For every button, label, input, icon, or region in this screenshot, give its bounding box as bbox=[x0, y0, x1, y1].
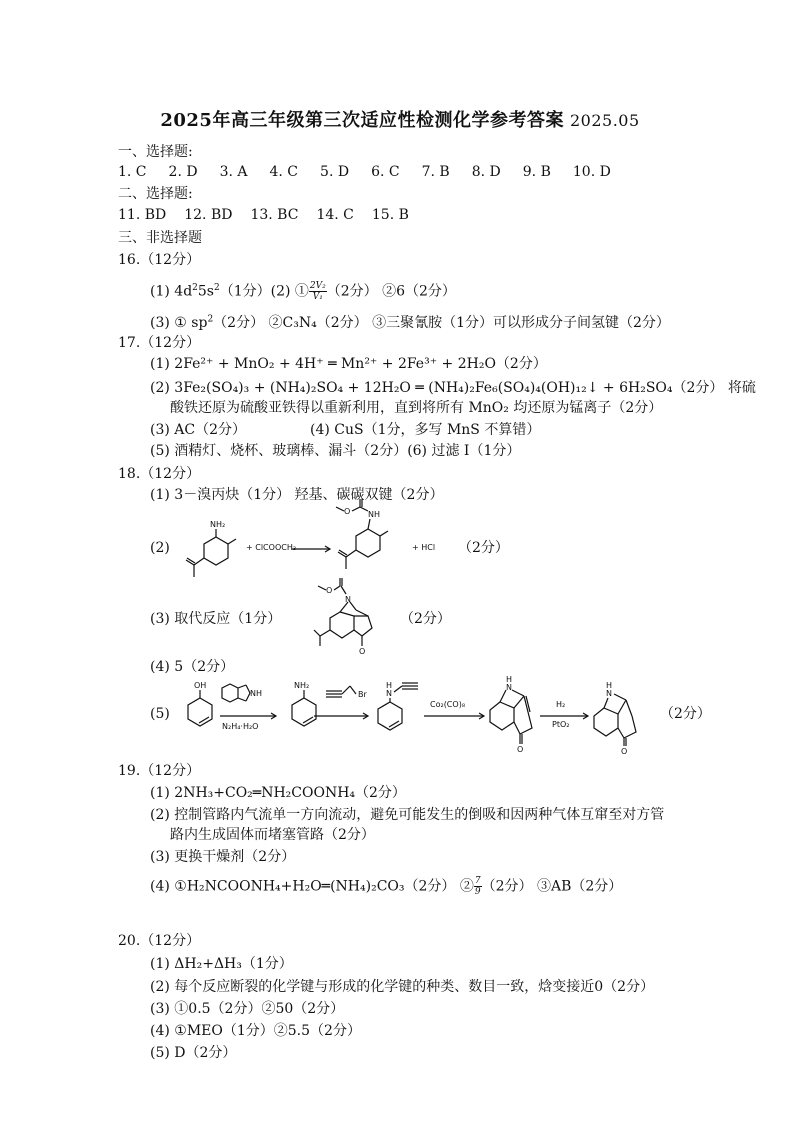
q19-text: （2分） ③AB（2分） bbox=[481, 878, 623, 895]
atom-label: NH₂ bbox=[210, 520, 226, 529]
q18-3-label: (3) 取代反应（1分） bbox=[150, 611, 282, 627]
q20-line-5: (5) D（2分） bbox=[150, 1045, 237, 1061]
cyclohexenylamine-structure bbox=[284, 680, 324, 730]
atom-label: H bbox=[386, 681, 393, 690]
title-text: 2025年高三年级第三次适应性检测化学参考答案 bbox=[160, 110, 564, 131]
q16-text: （1分）(2) ① bbox=[219, 283, 309, 300]
q18-2-score: （2分） bbox=[458, 540, 509, 556]
q16-sup: 2 bbox=[213, 282, 220, 293]
atom-label: N bbox=[506, 683, 512, 692]
q17-line-1: (1) 2Fe²⁺ + MnO₂ + 4H⁺ ═ Mn²⁺ + 2Fe³⁺ + 2H₂O（2分） bbox=[150, 356, 547, 372]
q16-text: 5s bbox=[197, 283, 214, 300]
q18-heading: 18.（12分） bbox=[118, 466, 201, 482]
reaction-arrow bbox=[424, 712, 486, 720]
atom-label: O bbox=[326, 586, 333, 595]
q16-sup: 2 bbox=[207, 314, 214, 325]
reaction-arrow bbox=[220, 712, 278, 720]
q16-line-1 bbox=[150, 281, 456, 302]
mcq-answer: 1. C bbox=[118, 164, 147, 180]
atom-label: O bbox=[344, 507, 351, 516]
reaction-arrow bbox=[292, 545, 332, 553]
q17-line-3: 酸铁还原为硫酸亚铁得以重新利用，直到将所有 MnO₂ 均还原为锰离子（2分） bbox=[170, 400, 663, 416]
q17-heading: 17.（12分） bbox=[118, 335, 201, 351]
mcq-answer: 7. B bbox=[421, 164, 450, 180]
atom-label: O bbox=[517, 745, 524, 754]
q19-line-4: (3) 更换干燥剂（2分） bbox=[150, 849, 296, 865]
mcq-answer: 15. B bbox=[371, 207, 409, 223]
propargylamine-structure bbox=[372, 676, 428, 732]
section-2-heading: 二、选择题: bbox=[118, 186, 193, 202]
q16-text: （2分） ②6（2分） bbox=[326, 283, 456, 300]
reaction-arrow bbox=[540, 712, 590, 720]
q16-text: (3) ① sp bbox=[150, 315, 208, 331]
atom-label: NH bbox=[250, 689, 262, 698]
atom-label: OH bbox=[194, 681, 207, 690]
section-3-heading: 三、非选择题 bbox=[118, 230, 202, 246]
q20-line-4: (4) ①MEO（1分）②5.5（2分） bbox=[150, 1023, 361, 1039]
mcq-answer: 4. C bbox=[269, 164, 299, 180]
amine-reactant-structure bbox=[180, 515, 244, 587]
mcq-answer: 5. D bbox=[320, 164, 350, 180]
mcq-answer: 2. D bbox=[168, 164, 198, 180]
atom-label: NH₂ bbox=[294, 681, 310, 690]
title-date: 2025.05 bbox=[569, 111, 640, 130]
q19-line-3: 路内生成固体而堵塞管路（2分） bbox=[170, 827, 375, 843]
q18-line-1: (1) 3－溴丙炔（1分） 羟基、碳碳双键（2分） bbox=[150, 487, 444, 503]
q17-line-5: (5) 酒精灯、烧杯、玻璃棒、漏斗（2分）(6) 过滤 I（1分） bbox=[150, 443, 521, 459]
q20-line-3: (3) ①0.5（2分）②50（2分） bbox=[150, 1001, 345, 1017]
reaction-arrow bbox=[314, 712, 370, 720]
cyclohexenol-structure bbox=[180, 680, 220, 730]
q19-line-2: (2) 控制管路内气流单一方向流动，避免可能发生的倒吸和因两种气体互窜至对方管 bbox=[150, 807, 665, 823]
atom-label: N bbox=[386, 689, 392, 698]
tricyclic-product-structure bbox=[310, 580, 390, 658]
mcq-answer: 14. C bbox=[316, 207, 354, 223]
section-1-heading: 一、选择题: bbox=[118, 144, 193, 160]
atom-label: O bbox=[359, 647, 366, 656]
atom-label: Br bbox=[358, 690, 367, 699]
q17-line-4a: (3) AC（2分） bbox=[150, 422, 247, 438]
atom-label: N bbox=[345, 595, 351, 604]
q19-fraction bbox=[474, 876, 482, 897]
hydrazine-reagent: N₂H₄·H₂O bbox=[222, 722, 259, 731]
q20-line-1: (1) ΔH₂+ΔH₃（1分） bbox=[150, 956, 293, 972]
atom-label: O bbox=[621, 747, 628, 756]
saturated-tricycle-structure bbox=[592, 676, 652, 756]
q18-4: (4) 5（2分） bbox=[150, 659, 235, 675]
atom-label: NH bbox=[368, 510, 380, 519]
cobalt-carbonyl-reagent: Co₂(CO)₈ bbox=[430, 700, 466, 709]
q16-text: (1) 4d bbox=[150, 283, 193, 300]
mcq-answer: 3. A bbox=[219, 164, 248, 180]
q18-3-score: （2分） bbox=[400, 611, 451, 627]
q17-line-2: (2) 3Fe₂(SO₄)₃ + (NH₄)₂SO₄ + 12H₂O ═ (NH₄)₂Fe₆(SO₄)₄(OH)₁₂↓ + 6H₂SO₄（2分） 将硫 bbox=[150, 380, 756, 396]
enone-tricycle-structure bbox=[486, 672, 546, 754]
fraction-numerator: 7 bbox=[474, 876, 481, 886]
q19-line-1: (1) 2NH₃+CO₂═NH₂COONH₄（2分） bbox=[150, 785, 406, 801]
q19-text: (4) ①H₂NCOONH₄+H₂O═(NH₄)₂CO₃（2分） ② bbox=[150, 878, 474, 895]
hcl-byproduct: + HCl bbox=[412, 543, 436, 552]
fraction-denominator: V₁ bbox=[312, 292, 323, 302]
mcq-answer: 6. C bbox=[371, 164, 400, 180]
q18-2-label: (2) bbox=[150, 540, 170, 556]
q16-text: （2分） ②C₃N₄（2分） ③三聚氰胺（1分）可以形成分子间氢键（2分） bbox=[213, 315, 670, 331]
mcq-answer: 13. BC bbox=[250, 207, 299, 223]
catalyst-reagent: PtO₂ bbox=[552, 720, 570, 729]
page-title bbox=[0, 106, 800, 132]
q19-heading: 19.（12分） bbox=[118, 763, 201, 779]
section-1-answers bbox=[118, 163, 633, 181]
mcq-answer: 11. BD bbox=[118, 207, 167, 223]
mcq-answer: 9. B bbox=[522, 164, 551, 180]
q16-line-2 bbox=[150, 314, 670, 332]
mcq-answer: 10. D bbox=[572, 164, 611, 180]
hydrogen-reagent: H₂ bbox=[556, 700, 566, 709]
fraction-numerator: 2V₂ bbox=[309, 281, 326, 291]
q16-fraction bbox=[309, 281, 327, 302]
q16-heading: 16.（12分） bbox=[118, 252, 201, 268]
chloroformate-reagent: + ClCOOCH₃ bbox=[246, 543, 297, 552]
mcq-answer: 8. D bbox=[471, 164, 501, 180]
q17-line-4b: (4) CuS（1分，多写 MnS 不算错） bbox=[310, 422, 541, 438]
atom-label: H bbox=[506, 675, 513, 684]
q16-sup: 2 bbox=[192, 282, 198, 293]
q19-line-5 bbox=[150, 876, 622, 897]
q20-heading: 20.（12分） bbox=[118, 933, 201, 949]
mcq-answer: 12. BD bbox=[184, 207, 233, 223]
section-2-answers bbox=[118, 206, 427, 224]
q18-5-label: (5) bbox=[150, 706, 170, 722]
phthalimide-structure bbox=[222, 680, 268, 706]
q20-line-2: (2) 每个反应断裂的化学键与形成的化学键的种类、数目一致，焓变接近0（2分） bbox=[150, 979, 655, 995]
carbamate-product-structure bbox=[330, 497, 410, 589]
atom-label: N bbox=[606, 689, 612, 698]
q18-5-score: （2分） bbox=[660, 706, 711, 722]
fraction-denominator: 9 bbox=[474, 887, 481, 897]
atom-label: H bbox=[606, 681, 613, 690]
